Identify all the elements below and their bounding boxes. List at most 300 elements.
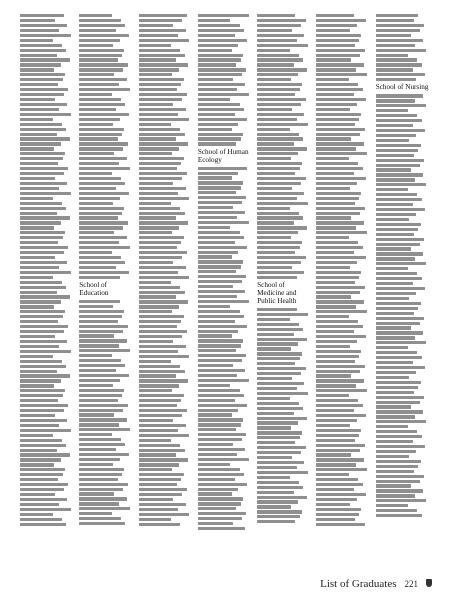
graduate-name-line	[139, 404, 177, 407]
graduate-name-line	[79, 261, 125, 264]
graduate-name-line	[316, 295, 351, 298]
column-1	[20, 14, 76, 570]
column-2	[79, 14, 135, 570]
graduate-name-line	[316, 286, 364, 289]
graduate-name-line	[376, 39, 423, 42]
graduate-name-line	[20, 44, 62, 47]
graduate-name-line	[20, 429, 71, 432]
graduate-name-line	[139, 523, 181, 526]
graduate-name-line	[139, 325, 177, 328]
column-7	[376, 14, 432, 570]
graduate-name-line	[139, 103, 174, 106]
graduate-name-line	[376, 499, 427, 502]
graduate-name-line	[198, 334, 232, 337]
graduate-name-line	[20, 374, 70, 377]
graduate-name-line	[139, 63, 189, 66]
graduate-name-line	[20, 147, 54, 150]
graduate-name-line	[139, 251, 187, 254]
graduate-name-line	[316, 256, 366, 259]
graduate-name-line	[79, 276, 120, 279]
graduate-name-line	[79, 266, 116, 269]
graduate-name-line	[257, 426, 291, 429]
graduate-name-line	[198, 369, 245, 372]
graduate-name-line	[79, 463, 113, 466]
graduate-name-line	[79, 212, 122, 215]
graduate-name-line	[257, 436, 300, 439]
graduate-name-line	[257, 73, 298, 76]
graduate-name-line	[257, 68, 307, 71]
graduate-name-line	[376, 164, 420, 167]
graduate-name-line	[376, 504, 409, 507]
graduate-name-line	[316, 488, 353, 491]
graduate-name-line	[139, 399, 182, 402]
graduate-name-line	[139, 271, 178, 274]
graduate-name-line	[20, 370, 57, 373]
graduate-name-line	[198, 497, 243, 500]
graduate-name-line	[198, 176, 232, 179]
graduate-name-line	[79, 39, 120, 42]
graduate-name-line	[198, 443, 233, 446]
graduate-name-line	[20, 108, 59, 111]
graduate-name-line	[79, 137, 117, 140]
graduate-name-line	[316, 305, 355, 308]
graduate-name-line	[257, 58, 303, 61]
graduate-name-line	[257, 14, 295, 17]
graduate-name-line	[79, 502, 118, 505]
graduate-name-line	[198, 201, 242, 204]
graduate-name-line	[20, 394, 63, 397]
graduate-name-line	[316, 300, 363, 303]
graduate-name-line	[376, 134, 417, 137]
graduate-name-line	[257, 152, 298, 155]
graduate-name-line	[198, 280, 242, 283]
graduate-name-line	[316, 19, 366, 22]
graduate-name-line	[376, 450, 417, 453]
graduate-name-line	[20, 212, 57, 215]
graduate-name-line	[198, 142, 236, 145]
graduate-name-line	[257, 486, 303, 489]
graduate-name-line	[257, 83, 302, 86]
graduate-name-line	[316, 49, 364, 52]
graduate-name-line	[79, 478, 117, 481]
graduate-name-line	[139, 335, 183, 338]
graduate-name-line	[20, 493, 55, 496]
graduate-name-line	[79, 438, 121, 441]
graduate-name-line	[316, 513, 359, 516]
graduate-name-line	[20, 251, 64, 254]
graduate-name-line	[316, 325, 362, 328]
graduate-name-line	[198, 354, 246, 357]
graduate-name-line	[257, 417, 307, 420]
graduate-name-line	[257, 491, 294, 494]
graduate-name-line	[79, 157, 126, 160]
graduate-name-line	[316, 177, 366, 180]
graduate-name-line	[198, 468, 240, 471]
graduate-name-line	[79, 221, 127, 224]
graduate-name-line	[198, 423, 241, 426]
graduate-name-line	[376, 109, 409, 112]
graduate-name-line	[316, 137, 351, 140]
graduate-name-line	[376, 415, 415, 418]
graduate-name-line	[139, 458, 189, 461]
graduate-name-line	[20, 350, 71, 353]
graduate-name-line	[198, 93, 249, 96]
graduate-name-line	[198, 128, 232, 131]
graduate-name-line	[316, 345, 350, 348]
graduate-name-line	[139, 167, 177, 170]
graduate-name-line	[139, 236, 184, 239]
graduate-name-line	[139, 518, 172, 521]
graduate-name-line	[20, 449, 57, 452]
graduate-name-line	[198, 108, 244, 111]
graduate-name-line	[20, 325, 68, 328]
graduate-name-line	[139, 216, 176, 219]
graduate-name-line	[198, 379, 249, 382]
graduate-name-line	[376, 465, 419, 468]
graduate-name-line	[198, 49, 232, 52]
graduate-name-line	[139, 503, 186, 506]
graduate-name-line	[139, 162, 182, 165]
graduate-name-line	[316, 226, 355, 229]
graduate-name-line	[257, 212, 299, 215]
graduate-name-line	[257, 352, 302, 355]
graduate-name-line	[20, 83, 58, 86]
graduate-name-line	[139, 389, 173, 392]
graduate-name-line	[198, 44, 239, 47]
graduate-name-line	[139, 123, 172, 126]
graduate-name-line	[257, 256, 305, 259]
graduate-name-line	[20, 291, 57, 294]
graduate-name-line	[79, 167, 130, 170]
graduate-name-line	[20, 340, 67, 343]
graduate-name-line	[20, 355, 53, 358]
graduate-name-line	[139, 73, 173, 76]
graduate-name-line	[376, 78, 417, 81]
graduate-name-line	[20, 286, 66, 289]
graduate-name-line	[198, 364, 233, 367]
graduate-name-line	[20, 345, 59, 348]
graduate-name-line	[139, 409, 187, 412]
graduate-name-line	[257, 108, 292, 111]
graduate-name-line	[316, 202, 354, 205]
graduate-name-line	[316, 73, 367, 76]
graduate-name-line	[198, 502, 241, 505]
graduate-name-line	[257, 342, 298, 345]
graduate-name-line	[376, 223, 421, 226]
graduate-name-line	[316, 54, 360, 57]
graduate-name-line	[257, 476, 290, 479]
graduate-name-line	[316, 98, 366, 101]
graduate-name-line	[79, 58, 117, 61]
graduate-name-line	[79, 344, 118, 347]
graduate-name-line	[257, 308, 296, 311]
graduate-name-line	[198, 473, 244, 476]
graduate-name-line	[257, 197, 296, 200]
graduate-name-line	[20, 498, 67, 501]
graduate-name-line	[316, 118, 359, 121]
graduate-name-line	[20, 335, 55, 338]
graduate-name-line	[79, 512, 112, 515]
graduate-name-line	[139, 147, 180, 150]
graduate-name-line	[316, 241, 358, 244]
graduate-name-line	[198, 448, 245, 451]
graduate-name-line	[257, 93, 295, 96]
graduate-name-line	[79, 359, 121, 362]
graduate-name-line	[79, 310, 124, 313]
graduate-name-line	[316, 449, 360, 452]
graduate-name-line	[20, 137, 70, 140]
graduate-name-line	[316, 103, 357, 106]
graduate-name-line	[139, 266, 186, 269]
graduate-name-line	[257, 123, 308, 126]
graduate-name-line	[79, 49, 124, 52]
graduate-name-line	[376, 277, 422, 280]
graduate-name-line	[316, 88, 362, 91]
graduate-name-line	[376, 144, 421, 147]
graduate-name-line	[257, 113, 304, 116]
graduate-name-line	[20, 379, 61, 382]
graduate-name-line	[198, 39, 248, 42]
graduate-name-line	[20, 187, 59, 190]
graduate-name-line	[316, 493, 366, 496]
graduate-name-line	[139, 365, 181, 368]
graduate-name-line	[316, 399, 358, 402]
graduate-name-line	[257, 49, 290, 52]
graduate-name-line	[316, 439, 354, 442]
graduate-name-line	[79, 468, 124, 471]
graduate-name-line	[198, 24, 240, 27]
graduate-name-line	[79, 349, 130, 352]
graduate-name-line	[376, 193, 418, 196]
graduate-name-line	[376, 361, 413, 364]
graduate-name-line	[376, 282, 413, 285]
graduate-name-line	[198, 118, 248, 121]
graduate-name-line	[376, 49, 427, 52]
graduate-name-line	[139, 88, 177, 91]
graduate-name-line	[316, 330, 353, 333]
graduate-name-line	[376, 455, 410, 458]
graduate-name-line	[257, 323, 299, 326]
graduate-name-line	[79, 128, 124, 131]
graduate-name-line	[79, 423, 118, 426]
graduate-name-line	[79, 354, 112, 357]
graduate-name-line	[376, 346, 409, 349]
graduate-name-line	[79, 133, 122, 136]
graduate-name-line	[257, 510, 302, 513]
graduate-name-line	[139, 133, 185, 136]
graduate-name-line	[20, 58, 70, 61]
graduate-name-line	[376, 233, 414, 236]
graduate-name-line	[376, 312, 414, 315]
graduate-name-line	[257, 362, 295, 365]
graduate-name-line	[376, 114, 418, 117]
graduate-name-line	[257, 187, 292, 190]
graduate-name-line	[316, 394, 349, 397]
graduate-name-line	[257, 505, 291, 508]
graduate-name-line	[257, 157, 291, 160]
graduate-name-line	[79, 448, 116, 451]
graduate-name-line	[316, 192, 361, 195]
graduate-name-line	[257, 172, 295, 175]
graduate-name-line	[316, 463, 355, 466]
graduate-name-line	[316, 291, 360, 294]
graduate-name-line	[257, 192, 304, 195]
graduate-name-line	[79, 147, 123, 150]
graduate-name-line	[257, 481, 299, 484]
graduate-name-line	[316, 429, 361, 432]
graduate-name-line	[257, 177, 305, 180]
graduate-name-line	[376, 104, 427, 107]
graduate-name-line	[139, 197, 190, 200]
graduate-name-line	[376, 243, 420, 246]
graduate-name-line	[257, 34, 304, 37]
graduate-name-line	[376, 68, 413, 71]
graduate-name-line	[376, 34, 411, 37]
graduate-name-line	[376, 480, 420, 483]
graduate-name-line	[257, 407, 303, 410]
graduate-name-line	[79, 409, 123, 412]
graduate-name-line	[139, 315, 184, 318]
graduate-name-line	[376, 188, 409, 191]
graduate-name-line	[139, 394, 184, 397]
seal-icon	[426, 579, 432, 587]
graduate-name-line	[198, 226, 231, 229]
graduate-name-line	[20, 88, 68, 91]
graduate-name-line	[79, 339, 126, 342]
graduate-name-line	[20, 226, 54, 229]
graduate-name-line	[376, 475, 424, 478]
graduate-name-line	[198, 315, 244, 318]
graduate-name-line	[257, 357, 300, 360]
graduate-name-line	[79, 93, 112, 96]
graduate-name-line	[198, 265, 241, 268]
graduate-name-line	[79, 231, 114, 234]
graduate-name-line	[257, 19, 305, 22]
graduate-name-line	[257, 128, 290, 131]
graduate-name-line	[139, 221, 189, 224]
graduate-name-line	[79, 241, 118, 244]
graduate-name-line	[376, 440, 413, 443]
graduate-name-line	[316, 14, 353, 17]
graduate-name-line	[79, 364, 125, 367]
graduate-name-line	[316, 207, 364, 210]
graduate-name-line	[79, 19, 121, 22]
graduate-name-line	[257, 162, 302, 165]
graduate-name-line	[20, 93, 64, 96]
graduate-name-line	[20, 330, 64, 333]
graduate-name-line	[376, 173, 423, 176]
graduate-name-line	[20, 118, 53, 121]
graduate-name-line	[20, 236, 63, 239]
graduate-name-line	[316, 246, 362, 249]
graduate-name-line	[198, 14, 249, 17]
graduate-name-line	[20, 295, 70, 298]
graduate-name-line	[79, 413, 114, 416]
graduate-name-line	[79, 443, 125, 446]
graduate-name-line	[79, 404, 127, 407]
graduate-name-line	[257, 318, 290, 321]
graduate-name-line	[376, 509, 418, 512]
graduate-name-line	[316, 384, 355, 387]
graduate-name-line	[316, 212, 360, 215]
graduate-name-line	[139, 370, 185, 373]
graduate-name-line	[139, 508, 178, 511]
graduate-name-line	[139, 419, 174, 422]
graduate-name-line	[257, 236, 291, 239]
graduate-name-line	[139, 379, 189, 382]
graduate-name-line	[79, 103, 125, 106]
graduate-name-line	[79, 216, 117, 219]
graduate-name-line	[139, 29, 186, 32]
graduate-name-line	[316, 320, 358, 323]
graduate-name-line	[139, 360, 172, 363]
graduate-name-line	[79, 14, 112, 17]
graduate-name-line	[376, 484, 411, 487]
graduate-name-line	[139, 246, 177, 249]
graduate-name-line	[198, 255, 232, 258]
graduate-name-line	[376, 247, 411, 250]
graduate-name-line	[376, 302, 421, 305]
graduate-name-line	[257, 221, 294, 224]
graduate-name-line	[198, 78, 233, 81]
graduate-name-line	[198, 527, 245, 530]
graduate-name-line	[257, 29, 292, 32]
graduate-name-line	[316, 142, 363, 145]
graduate-name-line	[376, 336, 415, 339]
graduate-name-line	[257, 207, 290, 210]
graduate-name-line	[376, 159, 424, 162]
graduate-name-line	[198, 409, 239, 412]
graduate-name-line	[139, 226, 180, 229]
graduate-name-line	[257, 392, 308, 395]
graduate-name-line	[79, 394, 122, 397]
section-heading-education: School of Education	[79, 280, 109, 297]
graduate-name-line	[20, 424, 59, 427]
graduate-name-line	[376, 218, 410, 221]
graduate-name-line	[316, 251, 353, 254]
graduate-name-line	[316, 365, 364, 368]
graduate-name-line	[257, 142, 294, 145]
graduate-name-line	[316, 523, 364, 526]
graduate-name-line	[139, 305, 180, 308]
graduate-name-line	[198, 453, 237, 456]
graduate-name-line	[20, 152, 65, 155]
graduate-name-line	[198, 113, 235, 116]
graduate-name-line	[79, 172, 112, 175]
graduate-name-line	[79, 73, 114, 76]
graduate-name-line	[198, 181, 243, 184]
graduate-name-line	[79, 256, 121, 259]
graduate-name-line	[139, 118, 190, 121]
graduate-name-line	[316, 24, 357, 27]
graduate-name-line	[198, 300, 249, 303]
graduate-name-line	[139, 24, 174, 27]
graduate-name-line	[20, 458, 61, 461]
graduate-name-line	[376, 208, 426, 211]
graduate-name-line	[20, 73, 65, 76]
graduate-name-line	[316, 271, 361, 274]
graduate-name-line	[20, 439, 62, 442]
graduate-name-line	[79, 68, 123, 71]
graduate-name-line	[257, 241, 302, 244]
graduate-name-line	[198, 492, 232, 495]
graduate-name-line	[316, 468, 367, 471]
graduate-name-line	[79, 271, 129, 274]
graduate-name-line	[316, 44, 354, 47]
graduate-name-line	[20, 310, 65, 313]
graduate-name-line	[198, 58, 241, 61]
graduate-name-line	[79, 399, 117, 402]
